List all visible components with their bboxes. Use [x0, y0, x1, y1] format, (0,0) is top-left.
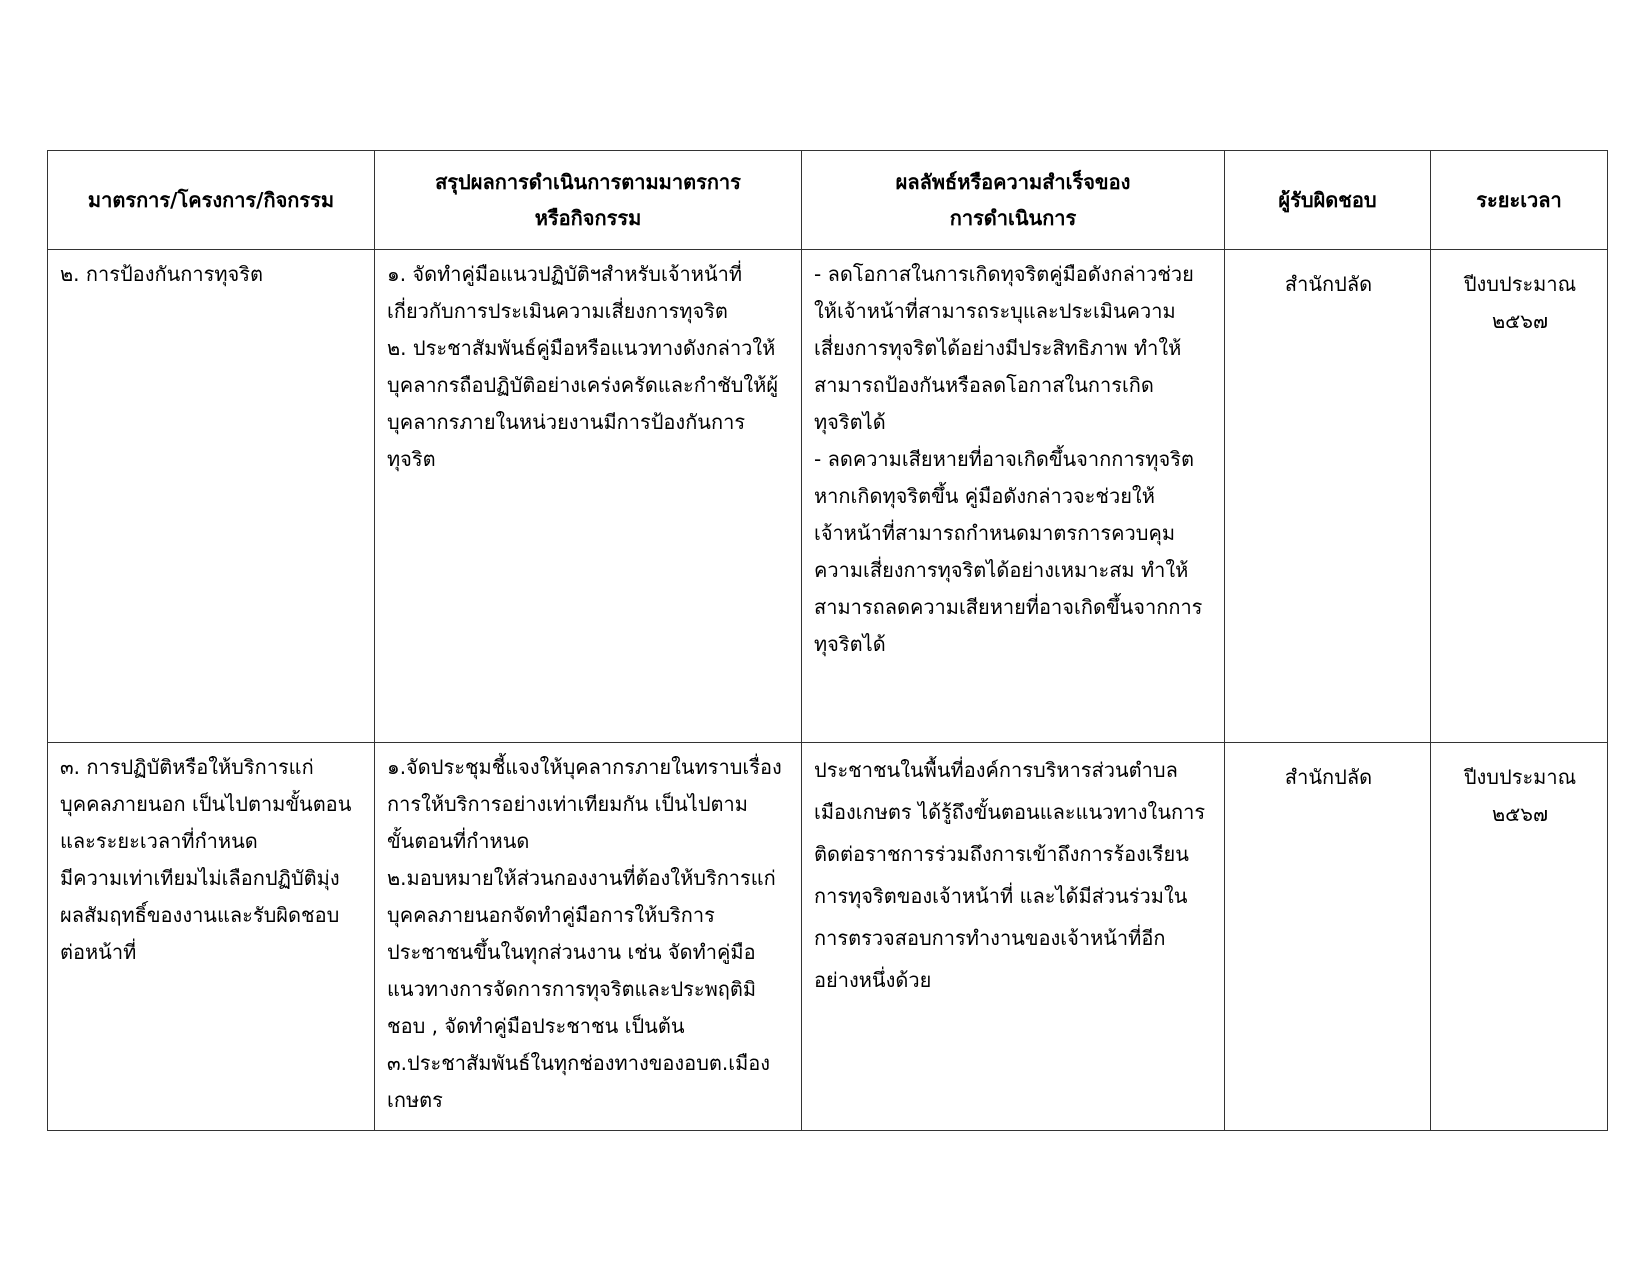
text-line: การทุจริตของเจ้าหน้าที่ และได้มีส่วนร่วมใน [814, 884, 1188, 908]
text-line: หรือกิจกรรม [534, 206, 642, 230]
text-line: สำนักปลัด [1284, 765, 1373, 789]
header-responsible [1225, 151, 1431, 250]
text-line: - ลดความเสียหายที่อาจเกิดขึ้นจากการทุจริต [814, 447, 1194, 471]
text-line: สำนักปลัด [1284, 272, 1373, 296]
period-cell [1431, 743, 1608, 1131]
text-line: ชอบ , จัดทำคู่มือประชาชน เป็นต้น [387, 1014, 685, 1038]
text-line: ระยะเวลา [1476, 188, 1562, 212]
text-line: บุคลากรถือปฏิบัติอย่างเคร่งครัดและกำชับให้ผู้ [387, 373, 779, 397]
table-row [48, 250, 1608, 743]
text-line: สรุปผลการดำเนินการตามมาตรการ [435, 170, 741, 194]
text-line: ต่อหน้าที่ [60, 940, 137, 964]
text-line: อย่างหนึ่งด้วย [814, 968, 932, 992]
text-line: - ลดโอกาสในการเกิดทุจริตคู่มือดังกล่าวช่วย [814, 262, 1194, 286]
text-line: ๑. จัดทำคู่มือแนวปฏิบัติฯสำหรับเจ้าหน้าที่ [387, 262, 743, 286]
text-line: ขั้นตอนที่กำหนด [387, 829, 530, 853]
text-line: การให้บริการอย่างเท่าเทียมกัน เป็นไปตาม [387, 792, 748, 816]
text-line: ประชาชนในพื้นที่องค์การบริหารส่วนตำบล [814, 758, 1178, 782]
text-line: ปีงบประมาณ [1463, 272, 1577, 296]
text-line: มาตรการ/โครงการ/กิจกรรม [87, 188, 335, 212]
text-line: สามารถป้องกันหรือลดโอกาสในการเกิด [814, 373, 1154, 397]
text-line: ปีงบประมาณ [1463, 765, 1577, 789]
header-period [1431, 151, 1608, 250]
result-cell [802, 743, 1225, 1131]
text-line: ๑.จัดประชุมชี้แจงให้บุคลากรภายในทราบเรื่อง [387, 755, 782, 779]
text-line: ๓. การปฏิบัติหรือให้บริการแก่ [60, 755, 314, 779]
text-line: การดำเนินการ [949, 206, 1077, 230]
text-line: ๒๕๖๗ [1491, 802, 1549, 826]
text-line: ๒๕๖๗ [1491, 309, 1549, 333]
result-cell [802, 250, 1225, 743]
responsible-cell [1225, 743, 1431, 1131]
period-cell [1431, 250, 1608, 743]
text-line: เมืองเกษตร ได้รู้ถึงขั้นตอนและแนวทางในการ [814, 800, 1206, 824]
text-line: เกี่ยวกับการประเมินความเสี่ยงการทุจริต [387, 299, 728, 323]
table-row [48, 743, 1608, 1131]
measure-cell [48, 250, 375, 743]
text-line: เสี่ยงการทุจริตได้อย่างมีประสิทธิภาพ ทำให้ [814, 336, 1182, 360]
text-line: และระยะเวลาที่กำหนด [60, 829, 258, 853]
measure-cell [48, 743, 375, 1131]
text-line: ผลสัมฤทธิ์ของงานและรับผิดชอบ [60, 903, 340, 927]
text-line: หากเกิดทุจริตขึ้น คู่มือดังกล่าวจะช่วยให้ [814, 484, 1155, 508]
text-line: ทุจริตได้ [814, 410, 886, 434]
text-line: บุคคลภายนอกจัดทำคู่มือการให้บริการ [387, 903, 715, 927]
text-line: สามารถลดความเสียหายที่อาจเกิดขึ้นจากการ [814, 595, 1203, 619]
text-line: บุคคลภายนอก เป็นไปตามขั้นตอน [60, 792, 352, 816]
text-line: มีความเท่าเทียมไม่เลือกปฏิบัติมุ่ง [60, 866, 340, 890]
header-measure [48, 151, 375, 250]
header-summary [375, 151, 802, 250]
text-line: เกษตร [387, 1088, 443, 1112]
text-line: บุคลากรภายในหน่วยงานมีการป้องกันการ [387, 410, 746, 434]
text-line: ๒. การป้องกันการทุจริต [60, 262, 263, 286]
text-line: ผลลัพธ์หรือความสำเร็จของ [895, 170, 1131, 194]
header-row [48, 151, 1608, 250]
text-line: ๒. ประชาสัมพันธ์คู่มือหรือแนวทางดังกล่าวให้ [387, 336, 776, 360]
responsible-cell [1225, 250, 1431, 743]
text-line: ๒.มอบหมายให้ส่วนกองงานที่ต้องให้บริการแก่ [387, 866, 776, 890]
text-line: ให้เจ้าหน้าที่สามารถระบุและประเมินความ [814, 299, 1176, 323]
text-line: ผู้รับผิดชอบ [1278, 188, 1377, 212]
text-line: ทุจริตได้ [814, 632, 886, 656]
text-line: การตรวจสอบการทำงานของเจ้าหน้าที่อีก [814, 926, 1166, 950]
summary-cell [375, 743, 802, 1131]
text-line: ความเสี่ยงการทุจริตได้อย่างเหมาะสม ทำให้ [814, 558, 1189, 582]
text-line: แนวทางการจัดการการทุจริตและประพฤติมิ [387, 977, 757, 1001]
text-line: ๓.ประชาสัมพันธ์ในทุกช่องทางของอบต.เมือง [387, 1051, 771, 1075]
text-line: ติดต่อราชการร่วมถึงการเข้าถึงการร้องเรียน [814, 842, 1189, 866]
text-line: ประชาชนขึ้นในทุกส่วนงาน เช่น จัดทำคู่มือ [387, 940, 756, 964]
text-line: เจ้าหน้าที่สามารถกำหนดมาตรการควบคุม [814, 521, 1176, 545]
summary-cell [375, 250, 802, 743]
text-line: ทุจริต [387, 447, 436, 471]
header-result [802, 151, 1225, 250]
report-table [47, 150, 1608, 1131]
